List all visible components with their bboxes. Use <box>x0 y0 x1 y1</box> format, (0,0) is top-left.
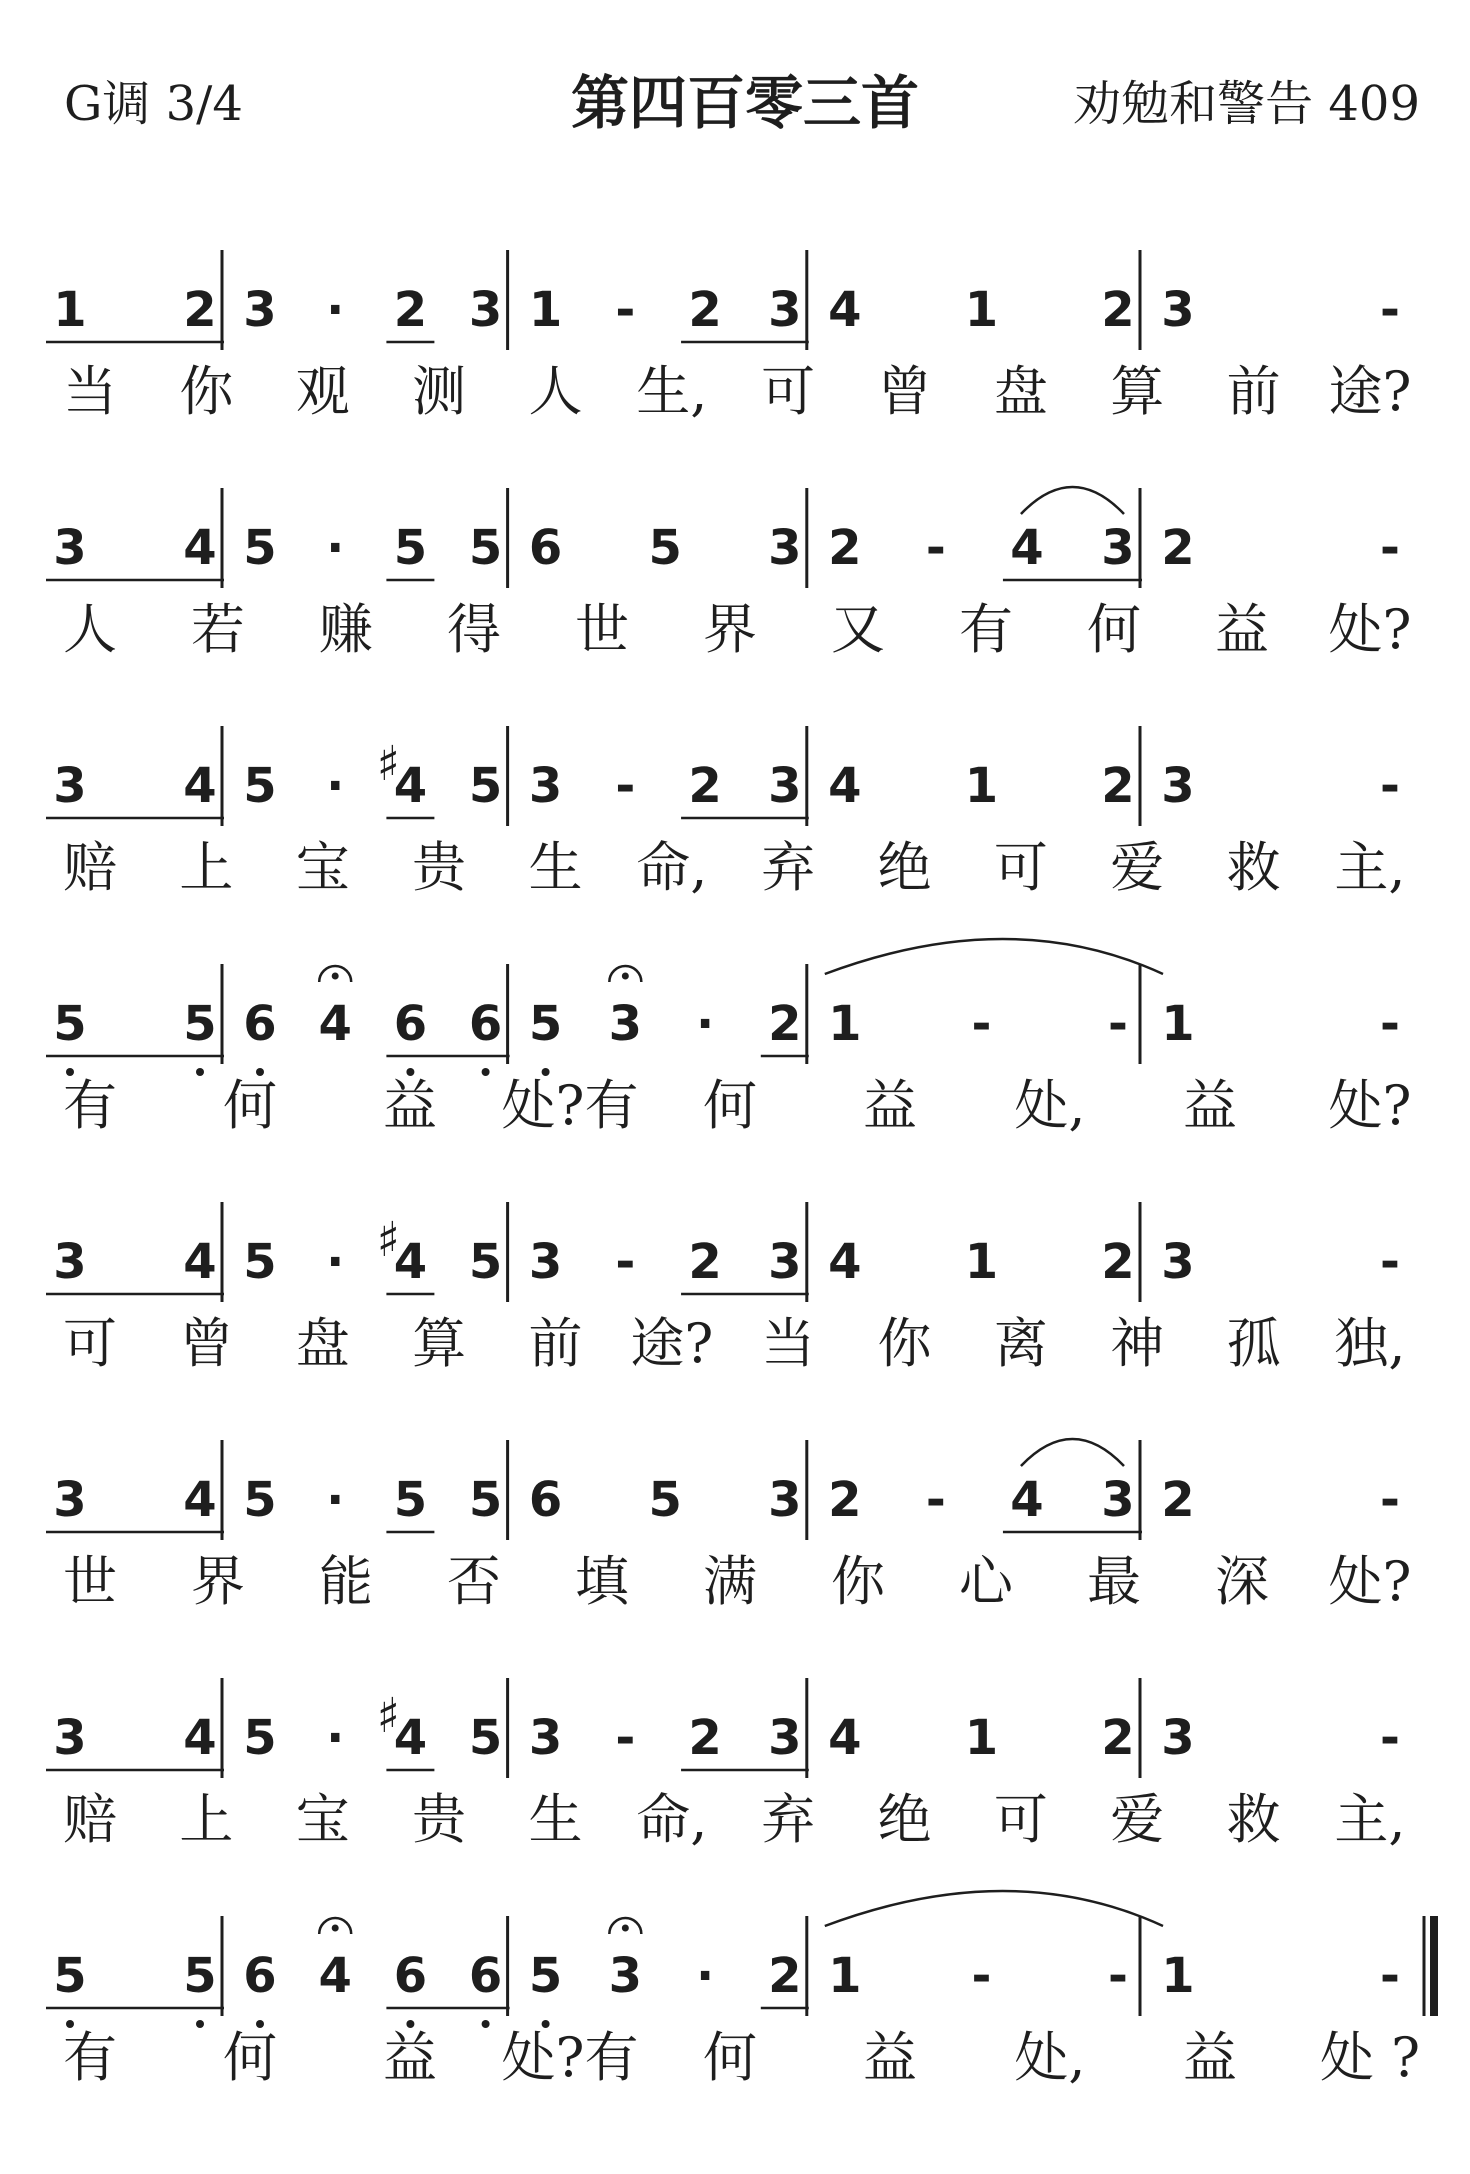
note: 3 <box>768 1472 802 1528</box>
note: 2 <box>768 1948 802 2004</box>
lyric-syllable: 神 <box>1110 1312 1165 1375</box>
note: 3 <box>768 1710 802 1766</box>
lyric-syllable: 填 <box>575 1550 629 1613</box>
sustain-dash: - <box>1380 1234 1400 1290</box>
system-5 <box>46 1202 1406 1375</box>
lyric-syllable: 你 <box>877 1312 932 1375</box>
sustain-dash: - <box>1380 1710 1400 1766</box>
note: 2 <box>1161 1472 1195 1528</box>
note: 2 <box>828 1472 862 1528</box>
note: 5 <box>393 520 428 576</box>
fermata-dot <box>332 973 339 980</box>
lyric-syllable: 孤 <box>1226 1312 1281 1375</box>
score-systems <box>46 250 1438 2089</box>
lyric-syllable: 贵 <box>412 836 467 899</box>
augmentation-dot: · <box>326 758 345 814</box>
lyric-syllable: 有 <box>63 2026 117 2089</box>
sustain-dash: - <box>615 282 636 338</box>
note: 2 <box>1101 282 1135 338</box>
lyric-syllable: 生 <box>528 1788 583 1851</box>
lyric-syllable: 贵 <box>412 1788 467 1851</box>
note: 4 <box>1010 1472 1044 1528</box>
lyric-syllable: 可 <box>63 1312 117 1375</box>
note: 3 <box>53 758 87 814</box>
note: 2 <box>768 996 802 1052</box>
lower-octave-dot <box>196 2020 204 2028</box>
note: 3 <box>468 282 503 338</box>
note: 5 <box>183 1948 217 2004</box>
lyric-syllable: 得 <box>447 598 501 661</box>
sustain-dash: - <box>1380 1472 1400 1528</box>
sustain-dash: - <box>925 1472 946 1528</box>
hymn-title: 第四百零三首 <box>570 69 920 137</box>
note: 1 <box>964 1234 999 1290</box>
lyric-syllable: 观 <box>295 360 350 423</box>
lyric-syllable: 算 <box>1110 360 1165 423</box>
fermata-dot <box>332 1925 339 1932</box>
sustain-dash: - <box>615 1710 636 1766</box>
lyric-syllable: 可 <box>993 836 1048 899</box>
lyric-syllable: 曾 <box>877 360 932 423</box>
note: 3 <box>53 1234 87 1290</box>
note: 3 <box>528 1710 563 1766</box>
note: 2 <box>1101 1710 1135 1766</box>
sharp-sign: ♯ <box>376 1688 401 1744</box>
lyric-syllable: 盘 <box>295 1312 350 1375</box>
note: 6 <box>528 1472 563 1528</box>
note: 2 <box>1101 1234 1135 1290</box>
augmentation-dot: · <box>695 996 715 1052</box>
note: 2 <box>183 282 217 338</box>
lyric-syllable: 心 <box>959 1550 1013 1613</box>
note: 3 <box>1161 1234 1195 1290</box>
lyric-syllable: 何 <box>223 1074 277 1137</box>
note: 5 <box>528 1948 563 2004</box>
lyric-syllable: 宝 <box>295 836 350 899</box>
lyric-syllable: 救 <box>1226 1788 1281 1851</box>
note: 5 <box>648 520 682 576</box>
note: 5 <box>648 1472 682 1528</box>
lyric-syllable: 爱 <box>1110 1788 1165 1851</box>
lyric-syllable: 最 <box>1087 1550 1141 1613</box>
score-header <box>64 69 1420 137</box>
lyric-syllable: 深 <box>1215 1550 1269 1613</box>
lyric-syllable: 益 <box>383 1074 437 1137</box>
note: 2 <box>688 282 722 338</box>
lyric-syllable: 处?有 <box>501 2026 639 2089</box>
sharp-sign: ♯ <box>376 1212 401 1268</box>
note: 4 <box>183 758 217 814</box>
note: 6 <box>393 996 428 1052</box>
lyric-syllable: 生, <box>636 360 708 423</box>
tie-arc <box>825 1891 1163 1926</box>
note: 1 <box>828 996 862 1052</box>
lyric-syllable: 益 <box>1183 1074 1237 1137</box>
note: 3 <box>1161 758 1195 814</box>
lyric-syllable: 人 <box>63 598 117 661</box>
note: 5 <box>468 1234 503 1290</box>
lyric-syllable: 又 <box>831 598 885 661</box>
note: 2 <box>393 282 428 338</box>
note: 5 <box>393 1472 428 1528</box>
lyric-syllable: 上 <box>179 836 234 899</box>
note: 3 <box>53 520 87 576</box>
lyric-syllable: 绝 <box>877 836 932 899</box>
sharp-sign: ♯ <box>376 736 401 792</box>
note: 4 <box>393 758 428 814</box>
lyric-syllable: 益 <box>863 1074 917 1137</box>
note: 1 <box>1161 1948 1195 2004</box>
lyric-syllable: 命, <box>636 1788 708 1851</box>
lyric-syllable: 你 <box>831 1550 885 1613</box>
lyric-syllable: 主, <box>1334 836 1406 899</box>
lyric-syllable: 界 <box>703 598 757 661</box>
note: 2 <box>688 758 722 814</box>
note: 1 <box>964 758 999 814</box>
lyric-syllable: 处? <box>1328 1550 1412 1613</box>
lyric-syllable: 离 <box>993 1312 1048 1375</box>
lyric-syllable: 弃 <box>761 1788 816 1851</box>
slur <box>1021 487 1124 514</box>
lower-octave-dot <box>482 2020 490 2028</box>
note: 4 <box>393 1234 428 1290</box>
lyric-syllable: 上 <box>179 1788 234 1851</box>
note: 5 <box>183 996 217 1052</box>
lyric-syllable: 宝 <box>295 1788 350 1851</box>
note: 5 <box>468 1472 503 1528</box>
note: 5 <box>243 758 277 814</box>
sustain-dash: - <box>1380 996 1400 1052</box>
note: 3 <box>768 520 802 576</box>
note: 3 <box>1101 1472 1135 1528</box>
lyric-syllable: 弃 <box>761 836 816 899</box>
note: 1 <box>964 1710 999 1766</box>
note: 5 <box>468 520 503 576</box>
system-7 <box>46 1678 1406 1851</box>
lyric-syllable: 途? <box>1328 360 1412 423</box>
sustain-dash: - <box>1380 282 1400 338</box>
note: 5 <box>468 1710 503 1766</box>
lyric-syllable: 处? <box>1328 1074 1412 1137</box>
note: 2 <box>688 1234 722 1290</box>
system-3 <box>46 726 1406 899</box>
lyric-syllable: 当 <box>761 1312 816 1375</box>
sustain-dash: - <box>1108 996 1128 1052</box>
augmentation-dot: · <box>326 1710 345 1766</box>
note: 3 <box>53 1472 87 1528</box>
note: 4 <box>393 1710 428 1766</box>
lyric-syllable: 人 <box>528 360 583 423</box>
sustain-dash: - <box>971 1948 992 2004</box>
lyric-syllable: 世 <box>575 598 629 661</box>
augmentation-dot: · <box>326 520 345 576</box>
note: 4 <box>183 1472 217 1528</box>
final-barline-thick <box>1430 1916 1438 2016</box>
lyric-syllable: 可 <box>761 360 816 423</box>
note: 5 <box>53 1948 87 2004</box>
note: 3 <box>1161 1710 1195 1766</box>
lyric-syllable: 益 <box>383 2026 437 2089</box>
note: 2 <box>1101 758 1135 814</box>
system-4 <box>46 939 1411 1137</box>
sustain-dash: - <box>615 758 636 814</box>
lyric-syllable: 处, <box>1014 2026 1086 2089</box>
note: 3 <box>768 758 802 814</box>
lyric-syllable: 途? <box>630 1312 714 1375</box>
note: 2 <box>828 520 862 576</box>
note: 1 <box>964 282 999 338</box>
note: 5 <box>468 758 503 814</box>
lyric-syllable: 赚 <box>319 598 373 661</box>
lyric-syllable: 算 <box>412 1312 467 1375</box>
augmentation-dot: · <box>326 1234 345 1290</box>
lyric-syllable: 世 <box>63 1550 117 1613</box>
note: 4 <box>318 996 352 1052</box>
augmentation-dot: · <box>326 282 345 338</box>
note: 5 <box>528 996 563 1052</box>
lyric-syllable: 可 <box>993 1788 1048 1851</box>
note: 5 <box>243 1472 277 1528</box>
lyric-syllable: 能 <box>319 1550 373 1613</box>
note: 3 <box>53 1710 87 1766</box>
lyric-syllable: 当 <box>63 360 117 423</box>
note: 4 <box>828 1710 862 1766</box>
lyric-syllable: 界 <box>191 1550 245 1613</box>
lyric-syllable: 否 <box>447 1550 501 1613</box>
lyric-syllable: 赔 <box>63 836 117 899</box>
fermata-dot <box>622 1925 629 1932</box>
note: 5 <box>243 1234 277 1290</box>
note: 5 <box>243 1710 277 1766</box>
lyric-syllable: 何 <box>703 2026 757 2089</box>
note: 4 <box>183 520 217 576</box>
sustain-dash: - <box>925 520 946 576</box>
note: 1 <box>528 282 563 338</box>
lyric-syllable: 有 <box>959 598 1013 661</box>
note: 4 <box>1010 520 1044 576</box>
note: 3 <box>1161 282 1195 338</box>
note: 6 <box>468 996 503 1052</box>
lyric-syllable: 前 <box>528 1312 583 1375</box>
lyric-syllable: 绝 <box>877 1788 932 1851</box>
note: 4 <box>183 1234 217 1290</box>
note: 3 <box>608 996 643 1052</box>
lyric-syllable: 爱 <box>1110 836 1165 899</box>
system-6 <box>46 1439 1411 1613</box>
lyric-syllable: 益 <box>1183 2026 1237 2089</box>
note: 5 <box>243 520 277 576</box>
augmentation-dot: · <box>326 1472 345 1528</box>
lyric-syllable: 有 <box>63 1074 117 1137</box>
system-8 <box>46 1891 1438 2089</box>
hymn-source: 劝勉和警告 409 <box>1073 76 1420 132</box>
note: 3 <box>608 1948 643 2004</box>
system-1 <box>46 250 1411 423</box>
lyric-syllable: 测 <box>412 360 467 423</box>
lyric-syllable: 何 <box>703 1074 757 1137</box>
lyric-syllable: 满 <box>703 1550 757 1613</box>
slur <box>1021 1439 1124 1466</box>
sustain-dash: - <box>1380 758 1400 814</box>
system-2 <box>46 487 1411 661</box>
note: 6 <box>243 1948 277 2004</box>
lyric-syllable: 处?有 <box>501 1074 639 1137</box>
lower-octave-dot <box>196 1068 204 1076</box>
note: 6 <box>528 520 563 576</box>
lyric-syllable: 何 <box>223 2026 277 2089</box>
sustain-dash: - <box>615 1234 636 1290</box>
note: 6 <box>468 1948 503 2004</box>
note: 3 <box>243 282 277 338</box>
lyric-syllable: 救 <box>1226 836 1281 899</box>
sustain-dash: - <box>1380 520 1400 576</box>
lyric-syllable: 主, <box>1334 1788 1406 1851</box>
note: 1 <box>53 282 87 338</box>
note: 4 <box>183 1710 217 1766</box>
sustain-dash: - <box>1380 1948 1400 2004</box>
note: 2 <box>1161 520 1195 576</box>
lyric-syllable: 前 <box>1226 360 1281 423</box>
note: 3 <box>768 1234 802 1290</box>
lyric-syllable: 生 <box>528 836 583 899</box>
lyric-syllable: 盘 <box>993 360 1048 423</box>
note: 3 <box>528 758 563 814</box>
lyric-syllable: 曾 <box>179 1312 234 1375</box>
note: 6 <box>243 996 277 1052</box>
note: 1 <box>1161 996 1195 1052</box>
note: 1 <box>828 1948 862 2004</box>
note: 3 <box>768 282 802 338</box>
lyric-syllable: 处 ? <box>1319 2026 1421 2089</box>
note: 3 <box>528 1234 563 1290</box>
note: 4 <box>828 282 862 338</box>
note: 2 <box>688 1710 722 1766</box>
sustain-dash: - <box>971 996 992 1052</box>
lyric-syllable: 命, <box>636 836 708 899</box>
lyric-syllable: 益 <box>1215 598 1269 661</box>
lyric-syllable: 若 <box>191 598 245 661</box>
lower-octave-dot <box>482 1068 490 1076</box>
sustain-dash: - <box>1108 1948 1128 2004</box>
lyric-syllable: 处, <box>1014 1074 1086 1137</box>
lyric-syllable: 独, <box>1334 1312 1406 1375</box>
tie-arc <box>825 939 1163 974</box>
lyric-syllable: 你 <box>179 360 234 423</box>
note: 6 <box>393 1948 428 2004</box>
augmentation-dot: · <box>695 1948 715 2004</box>
lyric-syllable: 赔 <box>63 1788 117 1851</box>
note: 4 <box>318 1948 352 2004</box>
note: 5 <box>53 996 87 1052</box>
note: 4 <box>828 758 862 814</box>
lyric-syllable: 何 <box>1087 598 1141 661</box>
lyric-syllable: 益 <box>863 2026 917 2089</box>
lyric-syllable: 处? <box>1328 598 1412 661</box>
note: 4 <box>828 1234 862 1290</box>
key-signature: G调 3/4 <box>64 76 243 132</box>
fermata-dot <box>622 973 629 980</box>
note: 3 <box>1101 520 1135 576</box>
